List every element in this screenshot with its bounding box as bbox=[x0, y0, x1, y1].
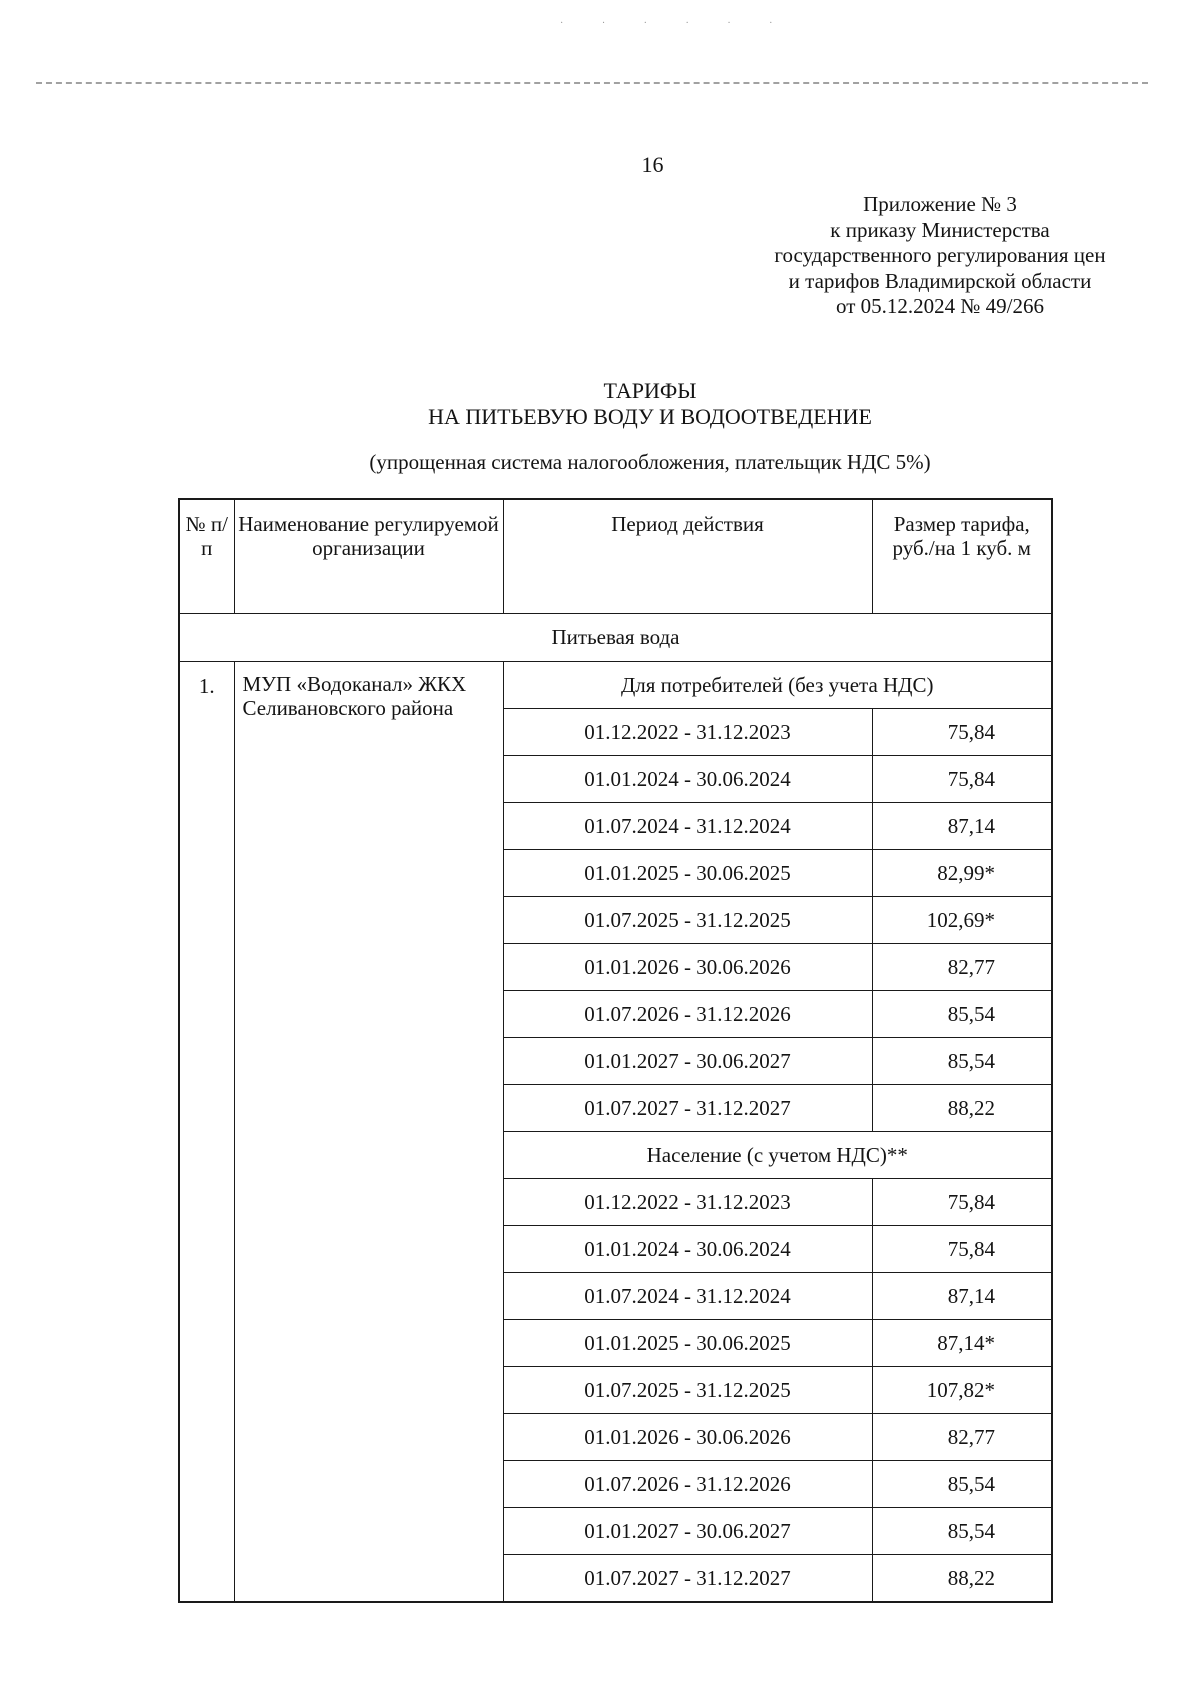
group-title: Население (с учетом НДС)** bbox=[503, 1132, 1052, 1179]
tariff-value-cell: 75,84 bbox=[872, 709, 1052, 756]
tariff-value-cell: 82,99* bbox=[872, 850, 1052, 897]
group-title: Для потребителей (без учета НДС) bbox=[503, 662, 1052, 709]
appendix-reference bbox=[700, 192, 1180, 320]
period-cell: 01.07.2024 - 31.12.2024 bbox=[503, 803, 872, 850]
tariff-table bbox=[178, 498, 1053, 1603]
document-title bbox=[0, 378, 1200, 430]
period-cell: 01.01.2024 - 30.06.2024 bbox=[503, 1226, 872, 1273]
appendix-line: и тарифов Владимирской области bbox=[788, 268, 1092, 293]
period-cell: 01.01.2027 - 30.06.2027 bbox=[503, 1508, 872, 1555]
period-cell: 01.07.2026 - 31.12.2026 bbox=[503, 991, 872, 1038]
period-cell: 01.07.2025 - 31.12.2025 bbox=[503, 897, 872, 944]
tariff-value-cell: 107,82* bbox=[872, 1367, 1052, 1414]
tariff-value-cell: 75,84 bbox=[872, 1179, 1052, 1226]
scan-header-line bbox=[36, 82, 1148, 84]
organization-name: МУП «Водоканал» ЖКХ Селивановского района bbox=[234, 662, 503, 1603]
appendix-line: Приложение № 3 bbox=[863, 192, 1017, 216]
appendix-line: государственного регулирования цен bbox=[774, 243, 1106, 267]
section-title: Питьевая вода bbox=[179, 614, 1052, 662]
table-header-row bbox=[179, 499, 1052, 614]
period-cell: 01.01.2026 - 30.06.2026 bbox=[503, 1414, 872, 1461]
period-cell: 01.12.2022 - 31.12.2023 bbox=[503, 709, 872, 756]
period-cell: 01.07.2026 - 31.12.2026 bbox=[503, 1461, 872, 1508]
group-header-row bbox=[179, 662, 1052, 709]
tariff-value-cell: 85,54 bbox=[872, 991, 1052, 1038]
tariff-value-cell: 87,14 bbox=[872, 803, 1052, 850]
header-tariff: Размер тарифа, руб./на 1 куб. м bbox=[872, 499, 1052, 614]
tariff-value-cell: 85,54 bbox=[872, 1461, 1052, 1508]
appendix-line: от 05.12.2024 № 49/266 bbox=[835, 294, 1045, 318]
document-subtitle: (упрощенная система налогообложения, плательщик НДС 5%) bbox=[369, 450, 931, 474]
row-number: 1. bbox=[179, 662, 234, 1603]
period-cell: 01.07.2027 - 31.12.2027 bbox=[503, 1555, 872, 1603]
period-cell: 01.12.2022 - 31.12.2023 bbox=[503, 1179, 872, 1226]
tariff-value-cell: 82,77 bbox=[872, 1414, 1052, 1461]
scan-specks: · · · · · · bbox=[560, 18, 791, 29]
tariff-value-cell: 88,22 bbox=[872, 1085, 1052, 1132]
tariff-value-cell: 102,69* bbox=[872, 897, 1052, 944]
tariff-value-cell: 85,54 bbox=[872, 1038, 1052, 1085]
tariff-value-cell: 88,22 bbox=[872, 1555, 1052, 1603]
tariff-value-cell: 87,14 bbox=[872, 1273, 1052, 1320]
period-cell: 01.07.2027 - 31.12.2027 bbox=[503, 1085, 872, 1132]
period-cell: 01.01.2024 - 30.06.2024 bbox=[503, 756, 872, 803]
period-cell: 01.01.2026 - 30.06.2026 bbox=[503, 944, 872, 991]
header-organization: Наименование регулируемой организации bbox=[234, 499, 503, 614]
period-cell: 01.07.2024 - 31.12.2024 bbox=[503, 1273, 872, 1320]
tariff-value-cell: 82,77 bbox=[872, 944, 1052, 991]
period-cell: 01.07.2025 - 31.12.2025 bbox=[503, 1367, 872, 1414]
tariff-value-cell: 75,84 bbox=[872, 1226, 1052, 1273]
header-period: Период действия bbox=[503, 499, 872, 614]
period-cell: 01.01.2027 - 30.06.2027 bbox=[503, 1038, 872, 1085]
period-cell: 01.01.2025 - 30.06.2025 bbox=[503, 1320, 872, 1367]
period-cell: 01.01.2025 - 30.06.2025 bbox=[503, 850, 872, 897]
page-number: 16 bbox=[641, 152, 664, 177]
tariff-value-cell: 85,54 bbox=[872, 1508, 1052, 1555]
title-line: ТАРИФЫ bbox=[603, 378, 697, 403]
tariff-value-cell: 75,84 bbox=[872, 756, 1052, 803]
title-line: НА ПИТЬЕВУЮ ВОДУ И ВОДООТВЕДЕНИЕ bbox=[428, 404, 872, 429]
section-row bbox=[179, 614, 1052, 662]
header-number: № п/п bbox=[179, 499, 234, 614]
tariff-value-cell: 87,14* bbox=[872, 1320, 1052, 1367]
appendix-line: к приказу Министерства bbox=[830, 217, 1050, 242]
